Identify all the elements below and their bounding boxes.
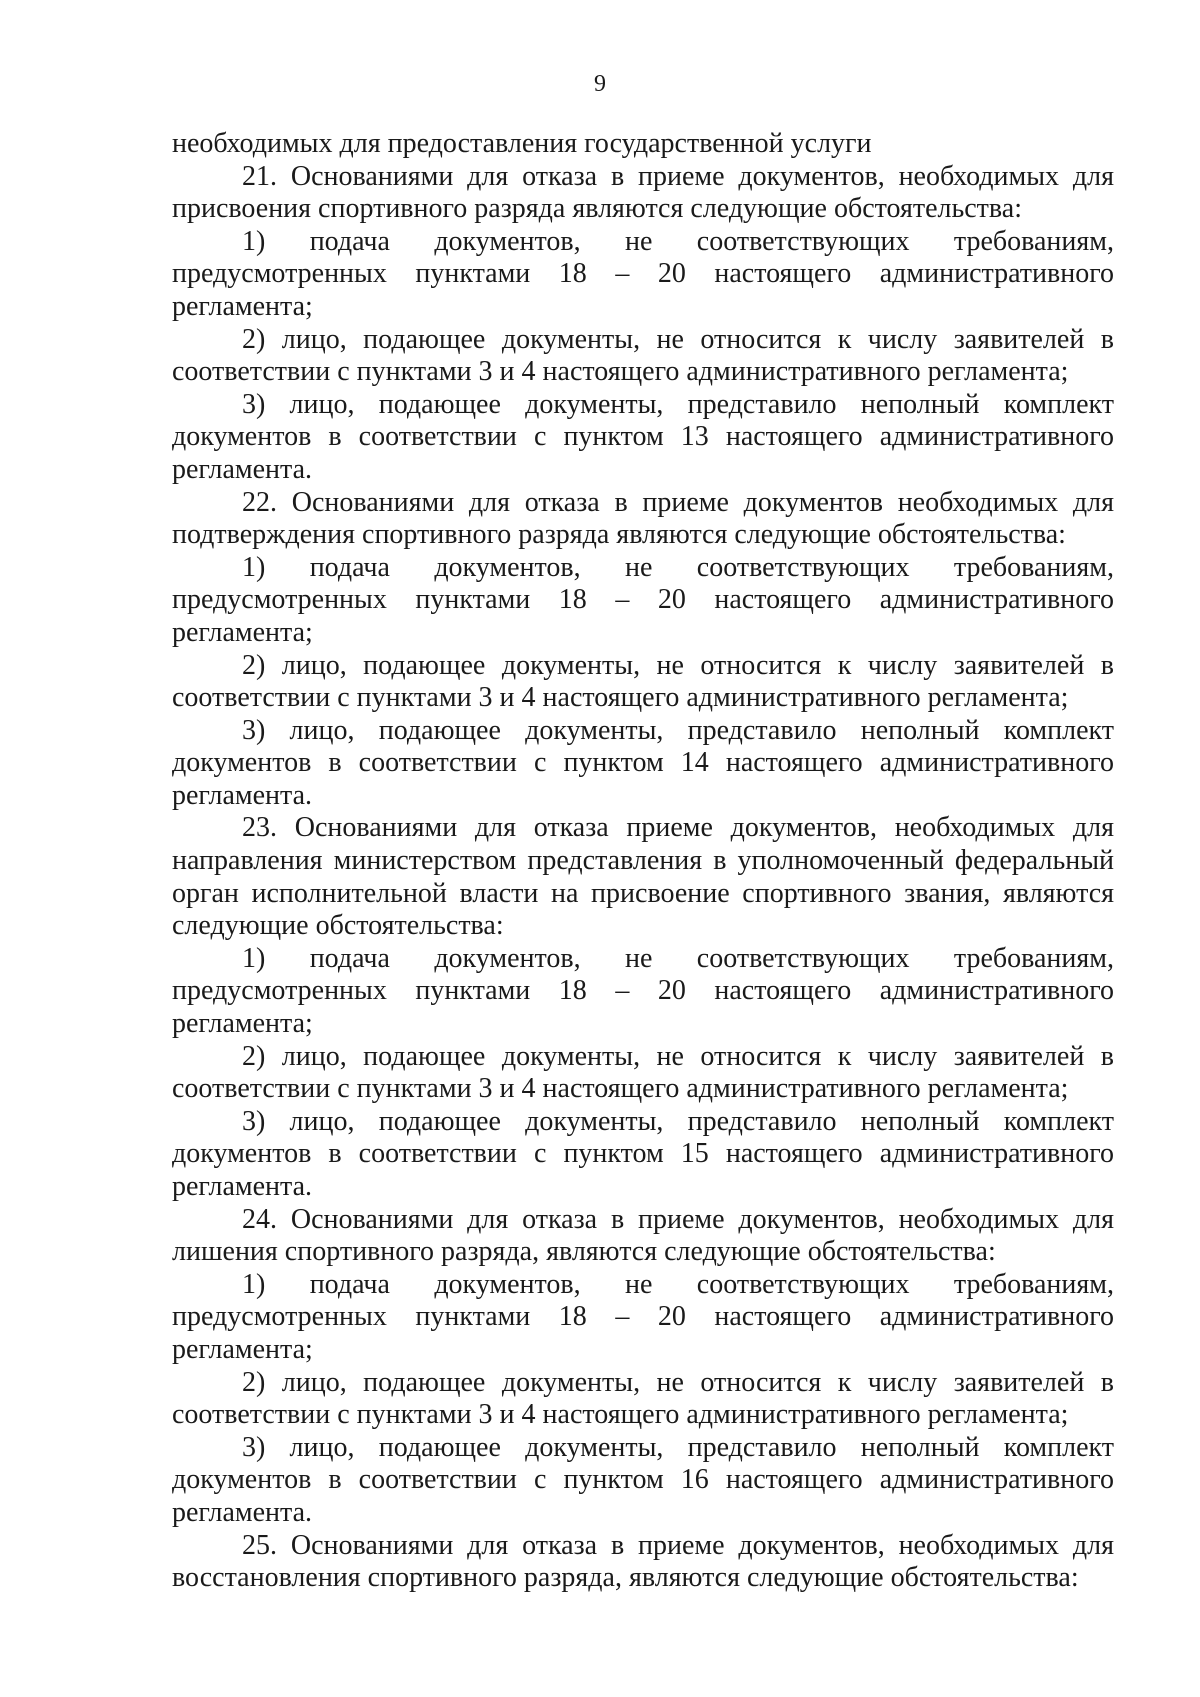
paragraph: 24. Основаниями для отказа в приеме документов, необходимых для лишения спортивного разряда, являются следующие обстоятельства: <box>172 1203 1114 1268</box>
paragraph: 3) лицо, подающее документы, представило неполный комплект документов в соответствии с пунктом 13 настоящего административного регламента. <box>172 388 1114 485</box>
paragraph: 1) подача документов, не соответствующих требованиям, предусмотренных пунктами 18 – 20 настоящего административного регламента; <box>172 942 1114 1040</box>
paragraph: 21. Основаниями для отказа в приеме документов, необходимых для присвоения спортивного разряда являются следующие обстоятельства: <box>172 160 1114 225</box>
paragraph: 2) лицо, подающее документы, не относится к числу заявителей в соответствии с пунктами 3 и 4 настоящего административного регламента; <box>172 649 1114 714</box>
paragraph: 25. Основаниями для отказа в приеме документов, необходимых для восстановления спортивного разряда, являются следующие обстоятельства: <box>172 1529 1114 1594</box>
paragraph: 2) лицо, подающее документы, не относится к числу заявителей в соответствии с пунктами 3 и 4 настоящего административного регламента; <box>172 323 1114 388</box>
paragraph: необходимых для предоставления государственной услуги <box>172 128 872 159</box>
paragraph: 22. Основаниями для отказа в приеме документов необходимых для подтверждения спортивного разряда являются следующие обстоятельства: <box>172 486 1114 551</box>
paragraph: 23. Основаниями для отказа приеме документов, необходимых для направления министерством представления в уполномоченный федеральный орган исполнительной власти на присвоение спортивного звания, являются следующие обстоятельства: <box>172 812 1114 942</box>
paragraph: 1) подача документов, не соответствующих требованиям, предусмотренных пунктами 18 – 20 настоящего административного регламента; <box>172 551 1114 648</box>
page-number: 9 <box>594 71 606 97</box>
paragraph: 3) лицо, подающее документы, представило неполный комплект документов в соответствии с пунктом 16 настоящего административного регламента. <box>172 1431 1114 1528</box>
paragraph: 1) подача документов, не соответствующих требованиям, предусмотренных пунктами 18 – 20 настоящего административного регламента; <box>172 1268 1114 1365</box>
paragraph: 3) лицо, подающее документы, представило неполный комплект документов в соответствии с пунктом 14 настоящего административного регламента. <box>172 714 1114 811</box>
document-body <box>172 128 1114 1595</box>
paragraph: 3) лицо, подающее документы, представило неполный комплект документов в соответствии с пунктом 15 настоящего административного регламента. <box>172 1105 1114 1202</box>
paragraph: 2) лицо, подающее документы, не относится к числу заявителей в соответствии с пунктами 3 и 4 настоящего административного регламента; <box>172 1366 1114 1431</box>
paragraph: 1) подача документов, не соответствующих требованиям, предусмотренных пунктами 18 – 20 настоящего административного регламента; <box>172 225 1114 322</box>
paragraph: 2) лицо, подающее документы, не относится к числу заявителей в соответствии с пунктами 3 и 4 настоящего административного регламента; <box>172 1040 1114 1105</box>
